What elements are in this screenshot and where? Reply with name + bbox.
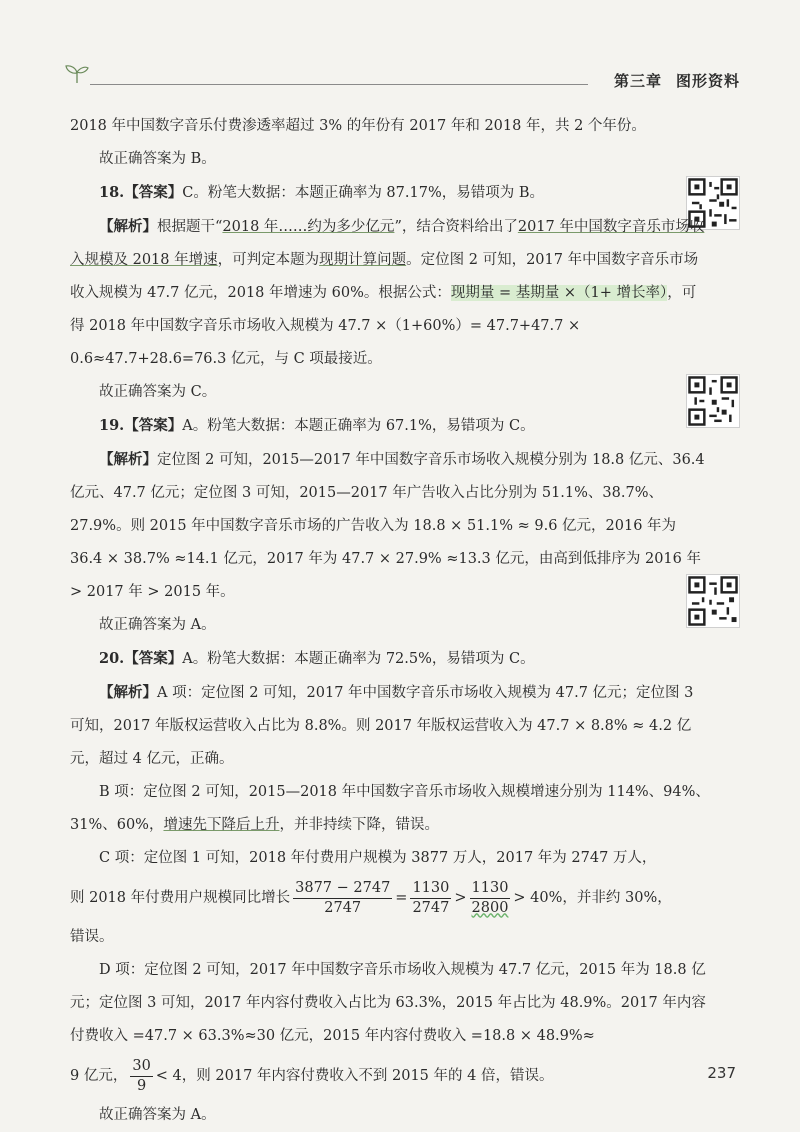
question-20-analysis-a <box>70 676 710 776</box>
underlined-text: 2018 年……约为多少亿元 <box>222 219 395 235</box>
paragraph: 故正确答案为 C。 <box>99 384 217 400</box>
answer-content <box>70 110 710 1132</box>
question-18-answer <box>70 176 710 210</box>
operator: > <box>454 890 467 906</box>
fraction <box>130 1057 152 1096</box>
text: 9 亿元， <box>70 1068 128 1084</box>
text: 。定位图 2 可知，2017 年中国数字音乐市场收入规模为 47.7 亿元，2018 年增速为 60%。根据公式： <box>70 252 699 301</box>
section-label: 图形资料 <box>675 72 740 90</box>
text: 则 2018 年付费用户规模同比增长 <box>70 890 291 906</box>
header-rule <box>90 84 588 85</box>
numerator: 30 <box>130 1057 152 1077</box>
text: B 项：定位图 2 可知，2015—2018 年中国数字音乐市场收入规模增速分别为 114%、94%、31%、60%， <box>70 784 710 833</box>
text: ，可得 2018 年中国数字音乐市场收入规模为 47.7 ×（1+60%）= 47.7+47.7 × 0.6≈47.7+28.6=76.3 亿元，与 C 项最接近。 <box>70 285 697 367</box>
page-header <box>60 62 740 92</box>
paragraph: 错误。 <box>70 929 114 945</box>
answer-text: A。粉笔大数据：本题正确率为 72.5%，易错项为 C。 <box>182 651 535 667</box>
analysis-text: A 项：定位图 2 可知，2017 年中国数字音乐市场收入规模为 47.7 亿元；定位图 3 可知，2017 年版权运营收入占比为 8.8%。则 2017 年版权运营收入为 47.7 × 8.8% ≈ 4.2 亿元，超过 4 亿元，正确。 <box>70 685 694 767</box>
question-number: 18. <box>99 184 125 201</box>
numerator: 1130 <box>470 879 511 899</box>
question-20-analysis-c: C 项：定位图 1 可知，2018 年付费用户规模为 3877 万人，2017 年为 2747 万人， <box>99 850 657 866</box>
text: ，并非持续下降，错误。 <box>279 817 439 833</box>
question-20-analysis-c-formula <box>70 875 710 921</box>
question-19-analysis <box>70 443 710 609</box>
analysis-tag: 【解析】 <box>99 451 157 468</box>
answer-text: A。粉笔大数据：本题正确率为 67.1%，易错项为 C。 <box>182 418 535 434</box>
question-20-analysis-d-formula <box>70 1053 710 1099</box>
analysis-tag: 【解析】 <box>99 218 157 235</box>
paragraph: 故正确答案为 A。 <box>99 617 216 633</box>
question-20-analysis-d: D 项：定位图 2 可知，2017 年中国数字音乐市场收入规模为 47.7 亿元，2015 年为 18.8 亿元；定位图 3 可知，2017 年内容付费收入占比为 63.3%，2015 年占比为 48.9%。2017 年内容付费收入 =47.7 × 63.3%≈30 亿元，2015 年内容付费收入 =18.8 × 48.9%≈ <box>70 962 706 1044</box>
question-20-answer <box>70 642 710 676</box>
paragraph: 故正确答案为 B。 <box>99 151 216 167</box>
question-20-analysis-b <box>70 776 710 842</box>
operator: = <box>395 890 408 906</box>
highlighted-formula: 现期量 = 基期量 ×（1+ 增长率） <box>450 285 668 301</box>
text: 根据题干“ <box>157 219 223 235</box>
denominator: 2800 <box>471 899 509 916</box>
answer-text: C。粉笔大数据：本题正确率为 87.17%，易错项为 B。 <box>182 185 544 201</box>
underlined-text: 增速先下降后上升 <box>163 817 280 833</box>
sprout-icon <box>64 62 90 84</box>
underlined-text: 2017 年中国数字音乐市场收入规模及 2018 年增速 <box>70 219 705 268</box>
numerator: 3877 − 2747 <box>293 879 392 899</box>
analysis-tag: 【解析】 <box>99 684 157 701</box>
question-18-analysis <box>70 210 710 376</box>
underlined-text: 现期计算问题 <box>319 252 407 268</box>
text: < 4，则 2017 年内容付费收入不到 2015 年的 4 倍，错误。 <box>155 1068 554 1084</box>
denominator: 2747 <box>324 899 362 916</box>
chapter-label: 第三章 <box>613 72 662 90</box>
text: ，可判定本题为 <box>217 252 320 268</box>
answer-tag: 【答案】 <box>124 650 183 667</box>
question-number: 19. <box>99 417 125 434</box>
question-19-answer <box>70 409 710 443</box>
denominator: 9 <box>136 1077 147 1094</box>
chapter-title <box>614 70 740 91</box>
answer-tag: 【答案】 <box>124 417 183 434</box>
fraction <box>470 879 511 918</box>
page-number: 237 <box>707 1064 736 1082</box>
analysis-text: 定位图 2 可知，2015—2017 年中国数字音乐市场收入规模分别为 18.8 亿元、36.4 亿元、47.7 亿元；定位图 3 可知，2015—2017 年广告收入占比分别为 51.1%、38.7%、27.9%。则 2015 年中国数字音乐市场的广告收入为 18.8 × 51.1% ≈ 9.6 亿元，2016 年为 36.4 × 38.7% ≈14.1 亿元，2017 年为 47.7 × 27.9% ≈13.3 亿元，由高到低排序为 2016 年 > 2017 年 > 2015 年。 <box>70 452 705 600</box>
fraction <box>410 879 451 918</box>
denominator: 2747 <box>412 899 450 916</box>
paragraph: 故正确答案为 A。 <box>99 1107 216 1123</box>
question-number: 20. <box>99 650 125 667</box>
fraction <box>293 879 392 918</box>
text: > 40%，并非约 30%， <box>513 890 672 906</box>
numerator: 1130 <box>410 879 451 899</box>
answer-tag: 【答案】 <box>124 184 183 201</box>
text: ”，结合资料给出了 <box>394 219 518 235</box>
paragraph: 2018 年中国数字音乐付费渗透率超过 3% 的年份有 2017 年和 2018 年，共 2 个年份。 <box>70 118 646 134</box>
